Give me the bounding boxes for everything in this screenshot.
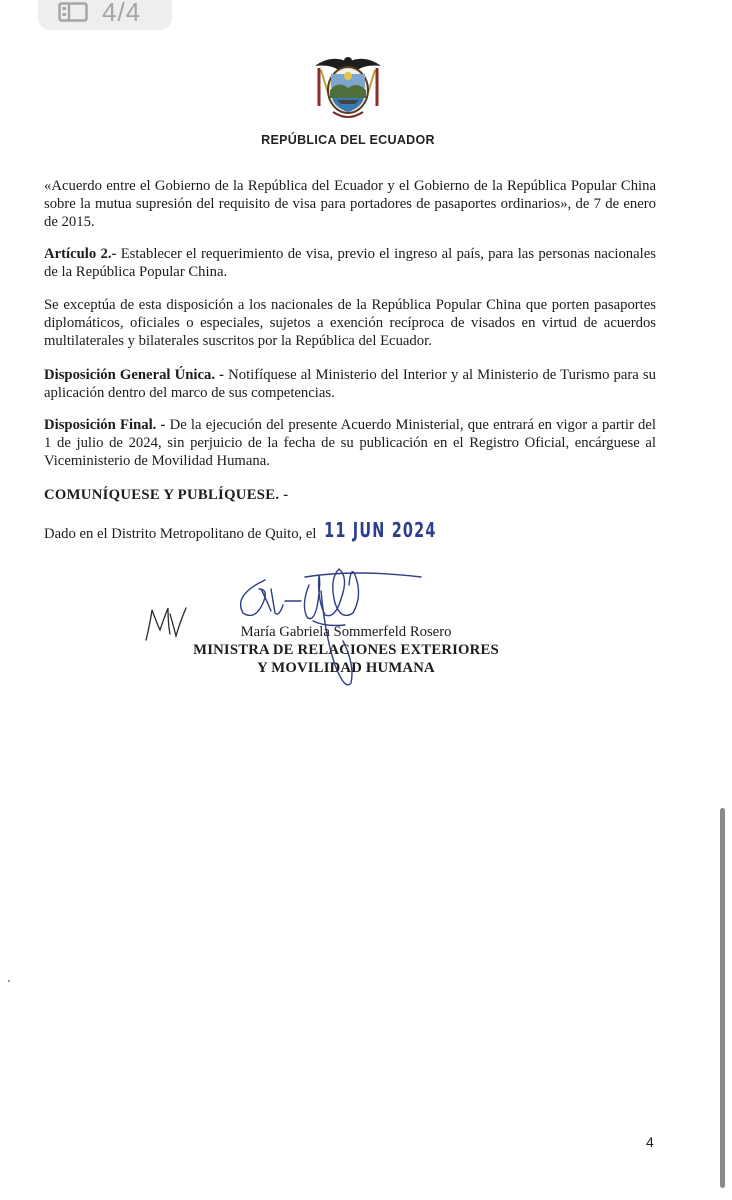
- scrollbar[interactable]: [720, 808, 725, 1188]
- final-provision-heading: Disposición Final. -: [44, 417, 166, 433]
- final-provision-text: De la ejecución del presente Acuerdo Ministerial, que entrará en vigor a partir del 1 de julio de 2024, sin perjuicio de la fecha de su publicación en el Registro Oficial, encárguese al Viceministerio de Movilidad Humana.: [44, 417, 656, 469]
- final-provision: [44, 416, 656, 470]
- date-stamp: 11 JUN 2024: [324, 518, 437, 542]
- general-provision: [44, 366, 656, 402]
- article-2-heading: Artículo 2.-: [44, 246, 117, 262]
- issue-place: Dado en el Distrito Metropolitano de Quito, el: [44, 526, 317, 542]
- page-counter: 4/4: [102, 0, 142, 27]
- ecuador-coat-of-arms-icon: [311, 50, 385, 122]
- exception-paragraph: Se exceptúa de esta disposición a los nacionales de la República Popular China que porten pasaportes diplomáticos, oficiales o especiales, sujetos a exención recíproca de visados en virtud de acuerdos multilaterales y bilaterales suscritos por la República del Ecuador.: [44, 297, 656, 349]
- issue-place-date: [44, 518, 437, 543]
- page-view-icon: [58, 2, 88, 22]
- republic-header: REPÚBLICA DEL ECUADOR: [261, 133, 435, 147]
- article-2-text: Establecer el requerimiento de visa, previo el ingreso al país, para las personas nacionales de la República Popular China.: [44, 246, 656, 280]
- general-provision-text: Notifíquese al Ministerio del Interior y al Ministerio de Turismo para su aplicación dentro del marco de sus competencias.: [44, 367, 656, 401]
- agreement-reference: «Acuerdo entre el Gobierno de la República del Ecuador y el Gobierno de la República Popular China sobre la mutua supresión del requisito de visa para portadores de pasaportes ordinarios», de 7 de enero de 2015.: [44, 178, 656, 230]
- page-counter-badge[interactable]: [38, 0, 172, 30]
- article-2: [44, 245, 656, 281]
- publish-notice: COMUNÍQUESE Y PUBLÍQUESE. -: [44, 487, 289, 503]
- general-provision-heading: Disposición General Única. -: [44, 367, 225, 383]
- signer-name: María Gabriela Sommerfeld Rosero: [240, 624, 452, 640]
- margin-mark: [8, 980, 10, 982]
- page-number: 4: [646, 1134, 654, 1150]
- signer-title-line-1: MINISTRA DE RELACIONES EXTERIORES: [193, 642, 499, 658]
- signer-title-line-2: Y MOVILIDAD HUMANA: [257, 660, 435, 676]
